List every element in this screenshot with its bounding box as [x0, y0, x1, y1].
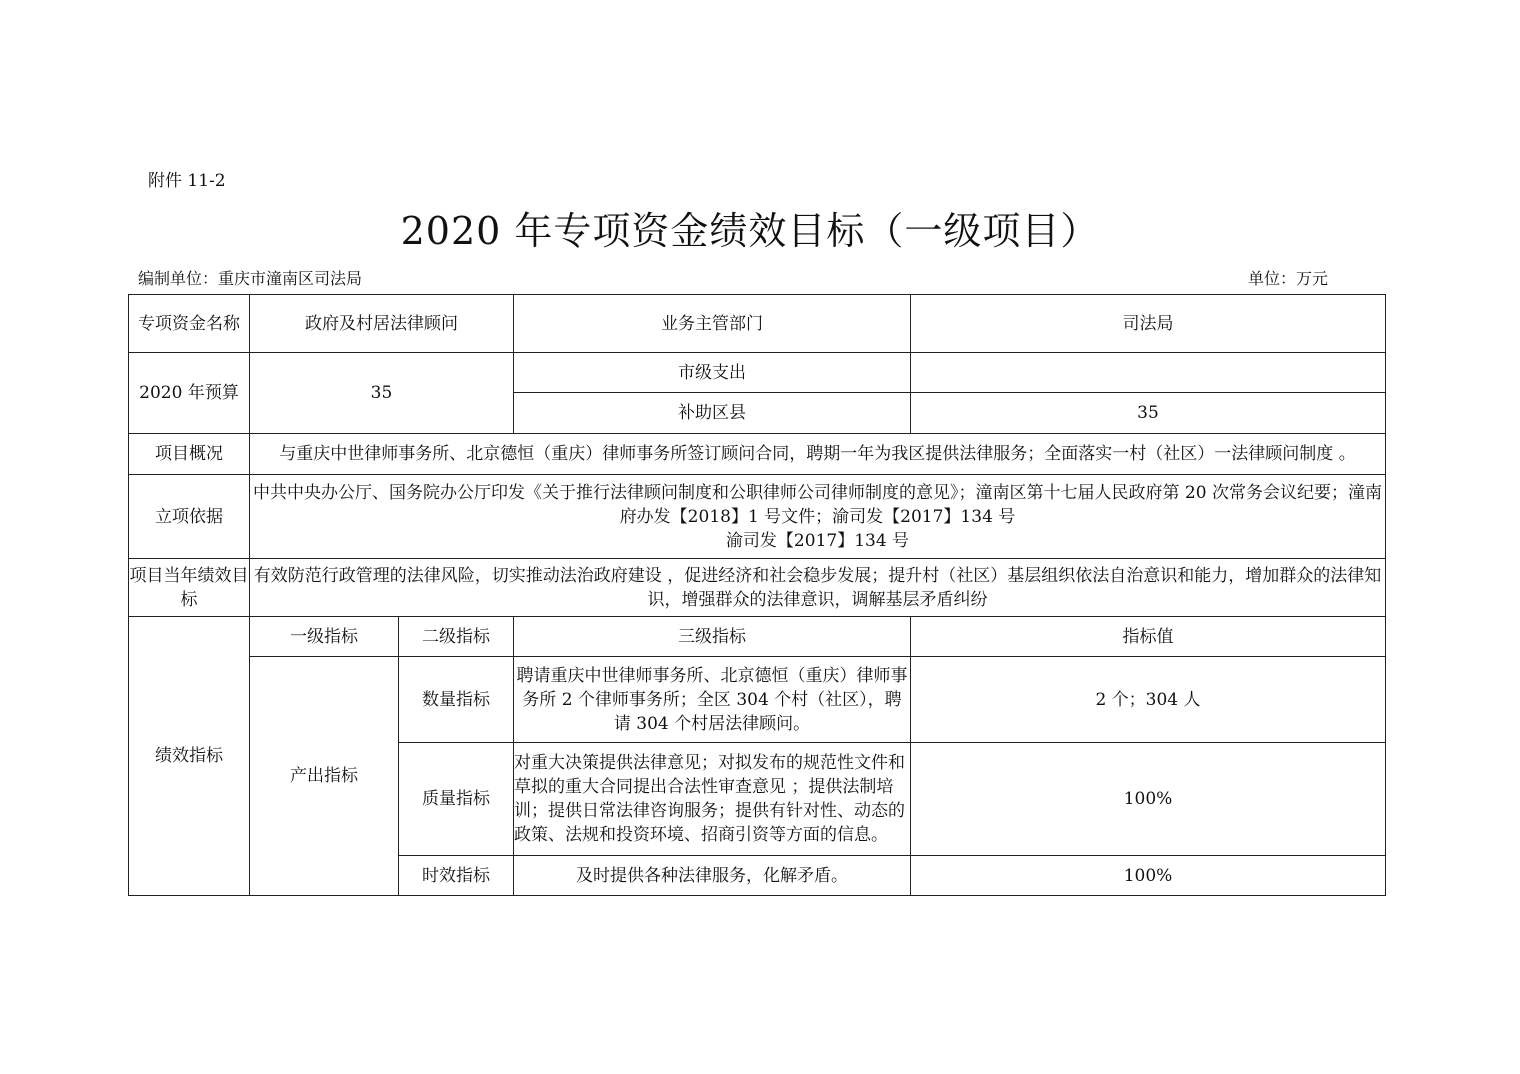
county-subsidy-label: 补助区县 [514, 393, 911, 434]
table-row [129, 559, 1386, 617]
indicator-value-cell: 2 个；304 人 [911, 657, 1386, 743]
performance-target-table [128, 294, 1386, 896]
currency-unit: 单位：万元 [1248, 269, 1329, 288]
level3-cell: 对重大决策提供法律意见；对拟发布的规范性文件和草拟的重大合同提出合法性审查意见 ；提供法制培训；提供日常法律咨询服务；提供有针对性、动态的政策、法规和投资环境、招商引资等方面的信息。 [514, 743, 911, 856]
table-row [129, 434, 1386, 475]
table-row [129, 657, 1386, 743]
table-row [129, 353, 1386, 393]
basis-line-2: 渝司发【2017】134 号 [725, 530, 910, 551]
basis-label: 立项依据 [129, 475, 250, 559]
county-subsidy-value: 35 [911, 393, 1386, 434]
col-header-value: 指标值 [911, 617, 1386, 657]
indicator-value-cell: 100% [911, 856, 1386, 896]
goal-label: 项目当年绩效目标 [129, 559, 250, 617]
overview-text: 与重庆中世律师事务所、北京德恒（重庆）律师事务所签订顾问合同，聘期一年为我区提供法律服务；全面落实一村（社区）一法律顾问制度 。 [250, 434, 1386, 475]
table-row [129, 295, 1386, 353]
fund-name-value: 政府及村居法律顾问 [250, 295, 514, 353]
output-indicator-label: 产出指标 [250, 657, 399, 896]
table-row [129, 617, 1386, 657]
overview-label: 项目概况 [129, 434, 250, 475]
compiling-unit: 编制单位：重庆市潼南区司法局 [138, 269, 363, 288]
basis-line-1: 中共中央办公厅、国务院办公厅印发《关于推行法律顾问制度和公职律师公司律师制度的意见》；潼南区第十七届人民政府第 20 次常务会议纪要；潼南府办发【2018】1 号文件；渝司发【2017】134 号 [253, 482, 1382, 527]
fund-name-label: 专项资金名称 [129, 295, 250, 353]
perf-label: 绩效指标 [129, 617, 250, 896]
attachment-label: 附件 11-2 [148, 171, 226, 191]
city-expense-label: 市级支出 [514, 353, 911, 393]
basis-text [250, 475, 1386, 559]
table-row [129, 475, 1386, 559]
page-title: 2020 年专项资金绩效目标（一级项目） [400, 209, 1100, 253]
level3-cell: 及时提供各种法律服务，化解矛盾。 [514, 856, 911, 896]
level3-cell: 聘请重庆中世律师事务所、北京德恒（重庆）律师事务所 2 个律师事务所；全区 304 个村（社区），聘请 304 个村居法律顾问。 [514, 657, 911, 743]
goal-text: 有效防范行政管理的法律风险，切实推动法治政府建设 ，促进经济和社会稳步发展；提升村（社区）基层组织依法自治意识和能力，增加群众的法律知识，增强群众的法律意识，调解基层矛盾纠纷 [250, 559, 1386, 617]
col-header-level2: 二级指标 [399, 617, 514, 657]
indicator-value-cell: 100% [911, 743, 1386, 856]
budget-label: 2020 年预算 [129, 353, 250, 434]
budget-value: 35 [250, 353, 514, 434]
dept-value: 司法局 [911, 295, 1386, 353]
level2-cell: 数量指标 [399, 657, 514, 743]
level2-cell: 时效指标 [399, 856, 514, 896]
dept-label: 业务主管部门 [514, 295, 911, 353]
col-header-level1: 一级指标 [250, 617, 399, 657]
col-header-level3: 三级指标 [514, 617, 911, 657]
city-expense-value [911, 353, 1386, 393]
level2-cell: 质量指标 [399, 743, 514, 856]
